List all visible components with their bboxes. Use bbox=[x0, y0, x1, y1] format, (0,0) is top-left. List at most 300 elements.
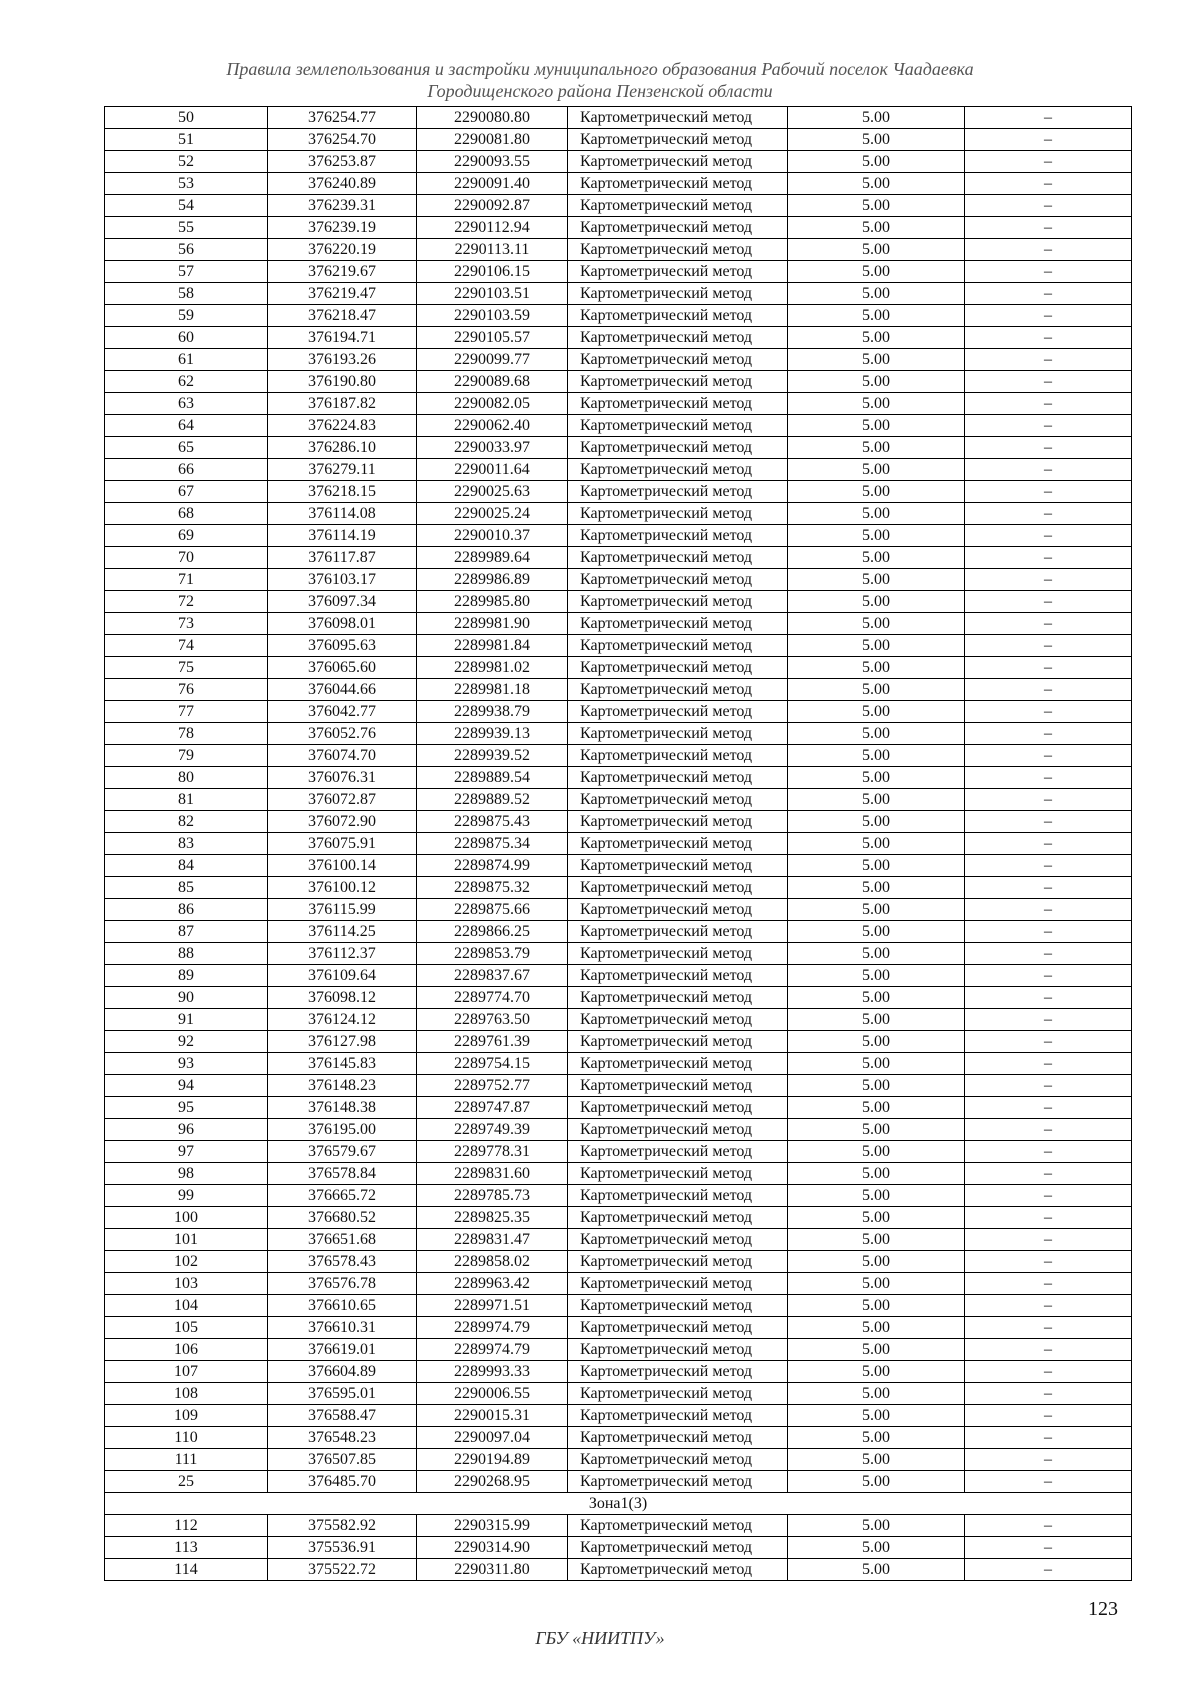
method-cell: Картометрический метод bbox=[568, 1427, 788, 1449]
coord-y-cell: 2290194.89 bbox=[417, 1449, 568, 1471]
coord-x-cell: 376072.87 bbox=[268, 789, 417, 811]
note-cell: – bbox=[965, 877, 1132, 899]
coord-x-cell: 376074.70 bbox=[268, 745, 417, 767]
point-number-cell: 111 bbox=[105, 1449, 268, 1471]
table-row bbox=[105, 195, 1132, 217]
method-cell: Картометрический метод bbox=[568, 679, 788, 701]
point-number-cell: 107 bbox=[105, 1361, 268, 1383]
note-cell: – bbox=[965, 1163, 1132, 1185]
table-row bbox=[105, 503, 1132, 525]
coord-x-cell: 376253.87 bbox=[268, 151, 417, 173]
point-number-cell: 72 bbox=[105, 591, 268, 613]
coord-x-cell: 376100.12 bbox=[268, 877, 417, 899]
coord-x-cell: 376279.11 bbox=[268, 459, 417, 481]
method-cell: Картометрический метод bbox=[568, 1361, 788, 1383]
point-number-cell: 77 bbox=[105, 701, 268, 723]
point-number-cell: 85 bbox=[105, 877, 268, 899]
coord-x-cell: 376042.77 bbox=[268, 701, 417, 723]
accuracy-cell: 5.00 bbox=[788, 173, 965, 195]
table-row bbox=[105, 569, 1132, 591]
note-cell: – bbox=[965, 371, 1132, 393]
coord-x-cell: 376218.15 bbox=[268, 481, 417, 503]
accuracy-cell: 5.00 bbox=[788, 635, 965, 657]
zone-row bbox=[105, 1493, 1132, 1515]
accuracy-cell: 5.00 bbox=[788, 811, 965, 833]
coord-y-cell: 2290099.77 bbox=[417, 349, 568, 371]
point-number-cell: 67 bbox=[105, 481, 268, 503]
note-cell: – bbox=[965, 811, 1132, 833]
accuracy-cell: 5.00 bbox=[788, 965, 965, 987]
point-number-cell: 108 bbox=[105, 1383, 268, 1405]
coord-y-cell: 2289825.35 bbox=[417, 1207, 568, 1229]
point-number-cell: 106 bbox=[105, 1339, 268, 1361]
accuracy-cell: 5.00 bbox=[788, 239, 965, 261]
table-row bbox=[105, 1251, 1132, 1273]
table-row bbox=[105, 1119, 1132, 1141]
coord-y-cell: 2289981.84 bbox=[417, 635, 568, 657]
method-cell: Картометрический метод bbox=[568, 437, 788, 459]
table-row bbox=[105, 349, 1132, 371]
point-number-cell: 57 bbox=[105, 261, 268, 283]
note-cell: – bbox=[965, 767, 1132, 789]
coord-x-cell: 376548.23 bbox=[268, 1427, 417, 1449]
method-cell: Картометрический метод bbox=[568, 371, 788, 393]
method-cell: Картометрический метод bbox=[568, 1141, 788, 1163]
table-row bbox=[105, 1163, 1132, 1185]
note-cell: – bbox=[965, 1119, 1132, 1141]
accuracy-cell: 5.00 bbox=[788, 151, 965, 173]
table-row bbox=[105, 701, 1132, 723]
table-row bbox=[105, 833, 1132, 855]
point-number-cell: 54 bbox=[105, 195, 268, 217]
table-row bbox=[105, 1471, 1132, 1493]
point-number-cell: 78 bbox=[105, 723, 268, 745]
accuracy-cell: 5.00 bbox=[788, 327, 965, 349]
method-cell: Картометрический метод bbox=[568, 129, 788, 151]
coord-x-cell: 376507.85 bbox=[268, 1449, 417, 1471]
coord-x-cell: 376127.98 bbox=[268, 1031, 417, 1053]
table-row bbox=[105, 1449, 1132, 1471]
coord-x-cell: 376098.12 bbox=[268, 987, 417, 1009]
table-row bbox=[105, 965, 1132, 987]
coord-x-cell: 376052.76 bbox=[268, 723, 417, 745]
method-cell: Картометрический метод bbox=[568, 1537, 788, 1559]
coord-y-cell: 2289858.02 bbox=[417, 1251, 568, 1273]
method-cell: Картометрический метод bbox=[568, 1163, 788, 1185]
point-number-cell: 102 bbox=[105, 1251, 268, 1273]
table-row bbox=[105, 745, 1132, 767]
table-row bbox=[105, 1207, 1132, 1229]
accuracy-cell: 5.00 bbox=[788, 525, 965, 547]
coord-y-cell: 2290112.94 bbox=[417, 217, 568, 239]
note-cell: – bbox=[965, 1515, 1132, 1537]
coord-y-cell: 2289875.32 bbox=[417, 877, 568, 899]
accuracy-cell: 5.00 bbox=[788, 349, 965, 371]
point-number-cell: 52 bbox=[105, 151, 268, 173]
method-cell: Картометрический метод bbox=[568, 1251, 788, 1273]
method-cell: Картометрический метод bbox=[568, 1559, 788, 1581]
coord-y-cell: 2290092.87 bbox=[417, 195, 568, 217]
accuracy-cell: 5.00 bbox=[788, 723, 965, 745]
point-number-cell: 68 bbox=[105, 503, 268, 525]
coord-y-cell: 2290089.68 bbox=[417, 371, 568, 393]
accuracy-cell: 5.00 bbox=[788, 591, 965, 613]
point-number-cell: 60 bbox=[105, 327, 268, 349]
table-row bbox=[105, 1427, 1132, 1449]
note-cell: – bbox=[965, 1449, 1132, 1471]
method-cell: Картометрический метод bbox=[568, 239, 788, 261]
method-cell: Картометрический метод bbox=[568, 283, 788, 305]
point-number-cell: 103 bbox=[105, 1273, 268, 1295]
point-number-cell: 86 bbox=[105, 899, 268, 921]
table-row bbox=[105, 261, 1132, 283]
method-cell: Картометрический метод bbox=[568, 1295, 788, 1317]
accuracy-cell: 5.00 bbox=[788, 921, 965, 943]
coord-y-cell: 2290106.15 bbox=[417, 261, 568, 283]
accuracy-cell: 5.00 bbox=[788, 1361, 965, 1383]
accuracy-cell: 5.00 bbox=[788, 437, 965, 459]
coord-x-cell: 376218.47 bbox=[268, 305, 417, 327]
method-cell: Картометрический метод bbox=[568, 723, 788, 745]
coord-y-cell: 2290006.55 bbox=[417, 1383, 568, 1405]
accuracy-cell: 5.00 bbox=[788, 371, 965, 393]
method-cell: Картометрический метод bbox=[568, 569, 788, 591]
coord-x-cell: 376610.31 bbox=[268, 1317, 417, 1339]
coord-y-cell: 2290103.59 bbox=[417, 305, 568, 327]
note-cell: – bbox=[965, 393, 1132, 415]
method-cell: Картометрический метод bbox=[568, 1515, 788, 1537]
note-cell: – bbox=[965, 987, 1132, 1009]
accuracy-cell: 5.00 bbox=[788, 129, 965, 151]
point-number-cell: 104 bbox=[105, 1295, 268, 1317]
note-cell: – bbox=[965, 1229, 1132, 1251]
note-cell: – bbox=[965, 437, 1132, 459]
table-row bbox=[105, 1097, 1132, 1119]
coord-x-cell: 376112.37 bbox=[268, 943, 417, 965]
coord-x-cell: 376588.47 bbox=[268, 1405, 417, 1427]
accuracy-cell: 5.00 bbox=[788, 195, 965, 217]
table-row bbox=[105, 547, 1132, 569]
method-cell: Картометрический метод bbox=[568, 1097, 788, 1119]
point-number-cell: 114 bbox=[105, 1559, 268, 1581]
coord-x-cell: 376103.17 bbox=[268, 569, 417, 591]
coord-y-cell: 2290097.04 bbox=[417, 1427, 568, 1449]
accuracy-cell: 5.00 bbox=[788, 767, 965, 789]
point-number-cell: 99 bbox=[105, 1185, 268, 1207]
accuracy-cell: 5.00 bbox=[788, 1273, 965, 1295]
coord-y-cell: 2290093.55 bbox=[417, 151, 568, 173]
note-cell: – bbox=[965, 1559, 1132, 1581]
table-row bbox=[105, 1559, 1132, 1581]
method-cell: Картометрический метод bbox=[568, 1339, 788, 1361]
point-number-cell: 71 bbox=[105, 569, 268, 591]
accuracy-cell: 5.00 bbox=[788, 613, 965, 635]
header-line-1: Правила землепользования и застройки муниципального образования Рабочий поселок Чаадаевка bbox=[226, 59, 974, 79]
coord-y-cell: 2290315.99 bbox=[417, 1515, 568, 1537]
accuracy-cell: 5.00 bbox=[788, 657, 965, 679]
coord-y-cell: 2290025.24 bbox=[417, 503, 568, 525]
coord-y-cell: 2290080.80 bbox=[417, 107, 568, 129]
table-row bbox=[105, 283, 1132, 305]
table-row bbox=[105, 129, 1132, 151]
coord-y-cell: 2290081.80 bbox=[417, 129, 568, 151]
method-cell: Картометрический метод bbox=[568, 1405, 788, 1427]
coord-y-cell: 2289939.13 bbox=[417, 723, 568, 745]
method-cell: Картометрический метод bbox=[568, 1273, 788, 1295]
accuracy-cell: 5.00 bbox=[788, 701, 965, 723]
method-cell: Картометрический метод bbox=[568, 415, 788, 437]
note-cell: – bbox=[965, 1383, 1132, 1405]
method-cell: Картометрический метод bbox=[568, 547, 788, 569]
accuracy-cell: 5.00 bbox=[788, 1009, 965, 1031]
coord-x-cell: 376195.00 bbox=[268, 1119, 417, 1141]
coord-x-cell: 376072.90 bbox=[268, 811, 417, 833]
accuracy-cell: 5.00 bbox=[788, 1053, 965, 1075]
table-row bbox=[105, 239, 1132, 261]
method-cell: Картометрический метод bbox=[568, 1009, 788, 1031]
point-number-cell: 50 bbox=[105, 107, 268, 129]
method-cell: Картометрический метод bbox=[568, 503, 788, 525]
table-row bbox=[105, 943, 1132, 965]
coord-x-cell: 376190.80 bbox=[268, 371, 417, 393]
point-number-cell: 64 bbox=[105, 415, 268, 437]
note-cell: – bbox=[965, 855, 1132, 877]
accuracy-cell: 5.00 bbox=[788, 789, 965, 811]
accuracy-cell: 5.00 bbox=[788, 1119, 965, 1141]
coord-x-cell: 376109.64 bbox=[268, 965, 417, 987]
note-cell: – bbox=[965, 1031, 1132, 1053]
point-number-cell: 76 bbox=[105, 679, 268, 701]
note-cell: – bbox=[965, 129, 1132, 151]
point-number-cell: 79 bbox=[105, 745, 268, 767]
accuracy-cell: 5.00 bbox=[788, 107, 965, 129]
point-number-cell: 63 bbox=[105, 393, 268, 415]
method-cell: Картометрический метод bbox=[568, 1471, 788, 1493]
coord-y-cell: 2290015.31 bbox=[417, 1405, 568, 1427]
method-cell: Картометрический метод bbox=[568, 327, 788, 349]
accuracy-cell: 5.00 bbox=[788, 415, 965, 437]
point-number-cell: 80 bbox=[105, 767, 268, 789]
coord-x-cell: 376075.91 bbox=[268, 833, 417, 855]
method-cell: Картометрический метод bbox=[568, 767, 788, 789]
method-cell: Картометрический метод bbox=[568, 1383, 788, 1405]
note-cell: – bbox=[965, 525, 1132, 547]
point-number-cell: 91 bbox=[105, 1009, 268, 1031]
accuracy-cell: 5.00 bbox=[788, 1427, 965, 1449]
point-number-cell: 84 bbox=[105, 855, 268, 877]
point-number-cell: 81 bbox=[105, 789, 268, 811]
note-cell: – bbox=[965, 657, 1132, 679]
note-cell: – bbox=[965, 261, 1132, 283]
coord-x-cell: 376114.08 bbox=[268, 503, 417, 525]
coord-y-cell: 2290314.90 bbox=[417, 1537, 568, 1559]
coord-y-cell: 2289831.60 bbox=[417, 1163, 568, 1185]
coord-x-cell: 376604.89 bbox=[268, 1361, 417, 1383]
method-cell: Картометрический метод bbox=[568, 1449, 788, 1471]
page-header bbox=[0, 58, 1200, 102]
note-cell: – bbox=[965, 723, 1132, 745]
coord-x-cell: 376239.31 bbox=[268, 195, 417, 217]
note-cell: – bbox=[965, 327, 1132, 349]
coord-y-cell: 2290082.05 bbox=[417, 393, 568, 415]
accuracy-cell: 5.00 bbox=[788, 503, 965, 525]
point-number-cell: 112 bbox=[105, 1515, 268, 1537]
coord-y-cell: 2289761.39 bbox=[417, 1031, 568, 1053]
note-cell: – bbox=[965, 107, 1132, 129]
coord-y-cell: 2289971.51 bbox=[417, 1295, 568, 1317]
coord-x-cell: 376610.65 bbox=[268, 1295, 417, 1317]
point-number-cell: 98 bbox=[105, 1163, 268, 1185]
method-cell: Картометрический метод bbox=[568, 613, 788, 635]
table-row bbox=[105, 877, 1132, 899]
coord-y-cell: 2289837.67 bbox=[417, 965, 568, 987]
method-cell: Картометрический метод bbox=[568, 833, 788, 855]
coord-x-cell: 376680.52 bbox=[268, 1207, 417, 1229]
table-row bbox=[105, 899, 1132, 921]
coord-y-cell: 2289989.64 bbox=[417, 547, 568, 569]
coord-x-cell: 376219.47 bbox=[268, 283, 417, 305]
coord-y-cell: 2289963.42 bbox=[417, 1273, 568, 1295]
method-cell: Картометрический метод bbox=[568, 1119, 788, 1141]
accuracy-cell: 5.00 bbox=[788, 987, 965, 1009]
table-row bbox=[105, 1537, 1132, 1559]
coord-x-cell: 375582.92 bbox=[268, 1515, 417, 1537]
table-row bbox=[105, 591, 1132, 613]
coord-x-cell: 376239.19 bbox=[268, 217, 417, 239]
coord-y-cell: 2289974.79 bbox=[417, 1317, 568, 1339]
table-row bbox=[105, 459, 1132, 481]
point-number-cell: 59 bbox=[105, 305, 268, 327]
coord-x-cell: 376240.89 bbox=[268, 173, 417, 195]
coord-y-cell: 2290025.63 bbox=[417, 481, 568, 503]
coord-y-cell: 2289875.66 bbox=[417, 899, 568, 921]
point-number-cell: 66 bbox=[105, 459, 268, 481]
table-row bbox=[105, 1031, 1132, 1053]
point-number-cell: 58 bbox=[105, 283, 268, 305]
coord-y-cell: 2289974.79 bbox=[417, 1339, 568, 1361]
coord-x-cell: 376124.12 bbox=[268, 1009, 417, 1031]
method-cell: Картометрический метод bbox=[568, 1185, 788, 1207]
method-cell: Картометрический метод bbox=[568, 635, 788, 657]
note-cell: – bbox=[965, 789, 1132, 811]
coord-x-cell: 376145.83 bbox=[268, 1053, 417, 1075]
note-cell: – bbox=[965, 921, 1132, 943]
accuracy-cell: 5.00 bbox=[788, 217, 965, 239]
page-footer: ГБУ «НИИТПУ» bbox=[535, 1628, 665, 1648]
table-row bbox=[105, 635, 1132, 657]
point-number-cell: 75 bbox=[105, 657, 268, 679]
method-cell: Картометрический метод bbox=[568, 745, 788, 767]
point-number-cell: 97 bbox=[105, 1141, 268, 1163]
method-cell: Картометрический метод bbox=[568, 811, 788, 833]
point-number-cell: 96 bbox=[105, 1119, 268, 1141]
note-cell: – bbox=[965, 899, 1132, 921]
coord-x-cell: 376148.38 bbox=[268, 1097, 417, 1119]
point-number-cell: 109 bbox=[105, 1405, 268, 1427]
page-number: 123 bbox=[1088, 1598, 1118, 1620]
table-row bbox=[105, 1141, 1132, 1163]
method-cell: Картометрический метод bbox=[568, 107, 788, 129]
accuracy-cell: 5.00 bbox=[788, 1185, 965, 1207]
note-cell: – bbox=[965, 305, 1132, 327]
table-row bbox=[105, 327, 1132, 349]
note-cell: – bbox=[965, 833, 1132, 855]
note-cell: – bbox=[965, 1075, 1132, 1097]
point-number-cell: 73 bbox=[105, 613, 268, 635]
coord-x-cell: 375536.91 bbox=[268, 1537, 417, 1559]
table-row bbox=[105, 437, 1132, 459]
method-cell: Картометрический метод bbox=[568, 1031, 788, 1053]
accuracy-cell: 5.00 bbox=[788, 943, 965, 965]
coord-y-cell: 2289754.15 bbox=[417, 1053, 568, 1075]
coord-x-cell: 376286.10 bbox=[268, 437, 417, 459]
coord-x-cell: 376619.01 bbox=[268, 1339, 417, 1361]
table-row bbox=[105, 525, 1132, 547]
note-cell: – bbox=[965, 965, 1132, 987]
coord-y-cell: 2289981.02 bbox=[417, 657, 568, 679]
coord-x-cell: 376100.14 bbox=[268, 855, 417, 877]
method-cell: Картометрический метод bbox=[568, 1317, 788, 1339]
accuracy-cell: 5.00 bbox=[788, 1559, 965, 1581]
method-cell: Картометрический метод bbox=[568, 987, 788, 1009]
note-cell: – bbox=[965, 1317, 1132, 1339]
accuracy-cell: 5.00 bbox=[788, 1339, 965, 1361]
note-cell: – bbox=[965, 1273, 1132, 1295]
accuracy-cell: 5.00 bbox=[788, 1251, 965, 1273]
coord-x-cell: 376095.63 bbox=[268, 635, 417, 657]
coord-x-cell: 376148.23 bbox=[268, 1075, 417, 1097]
table-row bbox=[105, 855, 1132, 877]
table-row bbox=[105, 371, 1132, 393]
table-row bbox=[105, 481, 1132, 503]
coord-y-cell: 2289993.33 bbox=[417, 1361, 568, 1383]
note-cell: – bbox=[965, 1471, 1132, 1493]
accuracy-cell: 5.00 bbox=[788, 877, 965, 899]
coord-x-cell: 376114.19 bbox=[268, 525, 417, 547]
note-cell: – bbox=[965, 151, 1132, 173]
note-cell: – bbox=[965, 547, 1132, 569]
coord-x-cell: 376578.84 bbox=[268, 1163, 417, 1185]
note-cell: – bbox=[965, 1251, 1132, 1273]
coord-x-cell: 376579.67 bbox=[268, 1141, 417, 1163]
table-row bbox=[105, 1515, 1132, 1537]
coordinates-table bbox=[104, 106, 1132, 1581]
method-cell: Картометрический метод bbox=[568, 1075, 788, 1097]
point-number-cell: 61 bbox=[105, 349, 268, 371]
table-row bbox=[105, 1383, 1132, 1405]
coord-x-cell: 376578.43 bbox=[268, 1251, 417, 1273]
coord-y-cell: 2289981.90 bbox=[417, 613, 568, 635]
coord-x-cell: 376194.71 bbox=[268, 327, 417, 349]
method-cell: Картометрический метод bbox=[568, 151, 788, 173]
point-number-cell: 69 bbox=[105, 525, 268, 547]
coord-y-cell: 2289875.43 bbox=[417, 811, 568, 833]
note-cell: – bbox=[965, 1097, 1132, 1119]
coord-y-cell: 2289752.77 bbox=[417, 1075, 568, 1097]
note-cell: – bbox=[965, 239, 1132, 261]
point-number-cell: 83 bbox=[105, 833, 268, 855]
coord-y-cell: 2290113.11 bbox=[417, 239, 568, 261]
accuracy-cell: 5.00 bbox=[788, 1471, 965, 1493]
coord-y-cell: 2290091.40 bbox=[417, 173, 568, 195]
coord-y-cell: 2289866.25 bbox=[417, 921, 568, 943]
coord-y-cell: 2290062.40 bbox=[417, 415, 568, 437]
accuracy-cell: 5.00 bbox=[788, 1075, 965, 1097]
method-cell: Картометрический метод bbox=[568, 789, 788, 811]
accuracy-cell: 5.00 bbox=[788, 1229, 965, 1251]
note-cell: – bbox=[965, 1361, 1132, 1383]
accuracy-cell: 5.00 bbox=[788, 547, 965, 569]
